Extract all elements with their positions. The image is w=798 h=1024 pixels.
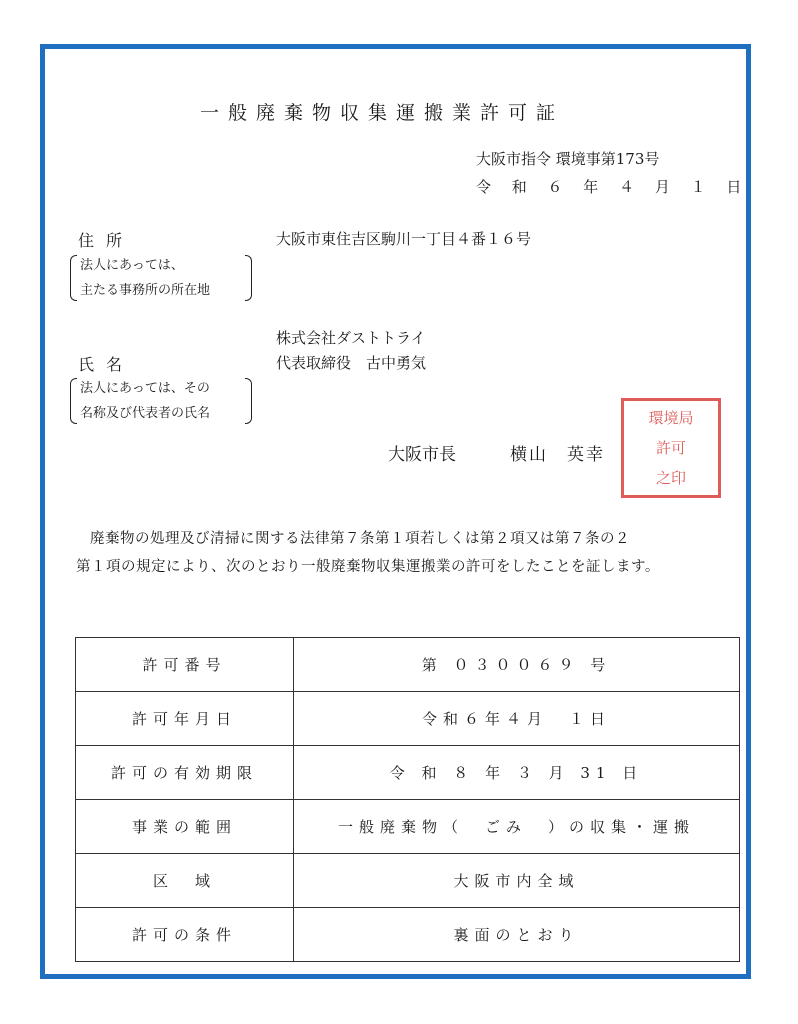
- permit-table: [75, 637, 740, 962]
- document-title: 一般廃棄物収集運搬業許可証: [200, 102, 565, 124]
- official-seal: 環境局 許可 之印: [621, 398, 721, 498]
- address-label: 住所: [78, 231, 135, 250]
- row-label: 区 域: [76, 854, 294, 908]
- row-label: 許可の有効期限: [76, 746, 294, 800]
- address-note-line2: 主たる事務所の所在地: [80, 283, 211, 298]
- address-note: [80, 253, 240, 303]
- table-row: [76, 908, 740, 962]
- row-value: 大阪市内全域: [294, 854, 740, 908]
- row-value: 裏面のとおり: [294, 908, 740, 962]
- table-row: [76, 854, 740, 908]
- issuer-title: 大阪市長: [388, 445, 456, 465]
- name-note-line1: 法人にあっては、その: [80, 381, 210, 396]
- statement-line1: 廃棄物の処理及び清掃に関する法律第７条第１項若しくは第２項又は第７条の２: [90, 531, 630, 547]
- row-value: 令 和 ８ 年 ３ 月 31 日: [294, 746, 740, 800]
- table-row: [76, 692, 740, 746]
- row-label: 許可年月日: [76, 692, 294, 746]
- name-note-line2: 名称及び代表者の氏名: [80, 406, 211, 421]
- company-name: 株式会社ダストトライ: [276, 329, 426, 347]
- row-label: 事業の範囲: [76, 800, 294, 854]
- name-note: [80, 376, 240, 426]
- row-label: 許可の条件: [76, 908, 294, 962]
- permit-statement: [76, 525, 736, 581]
- table-row: [76, 746, 740, 800]
- row-label: 許可番号: [76, 638, 294, 692]
- name-label: 氏名: [78, 355, 135, 374]
- table-row: [76, 638, 740, 692]
- row-value: 一般廃棄物（ ごみ ）の収集・運搬: [294, 800, 740, 854]
- statement-line2: 第１項の規定により、次のとおり一般廃棄物収集運搬業の許可をしたことを証します。: [76, 559, 660, 575]
- issue-date: 令 和 ６ 年 ４ 月 １ 日: [476, 178, 750, 196]
- row-value: 第 ０３００６９ 号: [294, 638, 740, 692]
- representative: 代表取締役 古中勇気: [276, 354, 427, 372]
- address-note-line1: 法人にあっては、: [80, 258, 184, 273]
- address-value: 大阪市東住吉区駒川一丁目４番１６号: [276, 230, 532, 248]
- order-number: 大阪市指令 環境事第173号: [476, 150, 660, 168]
- issuer-name: 横山 英幸: [510, 445, 605, 465]
- row-value: 令和６年４月 １日: [294, 692, 740, 746]
- table-row: [76, 800, 740, 854]
